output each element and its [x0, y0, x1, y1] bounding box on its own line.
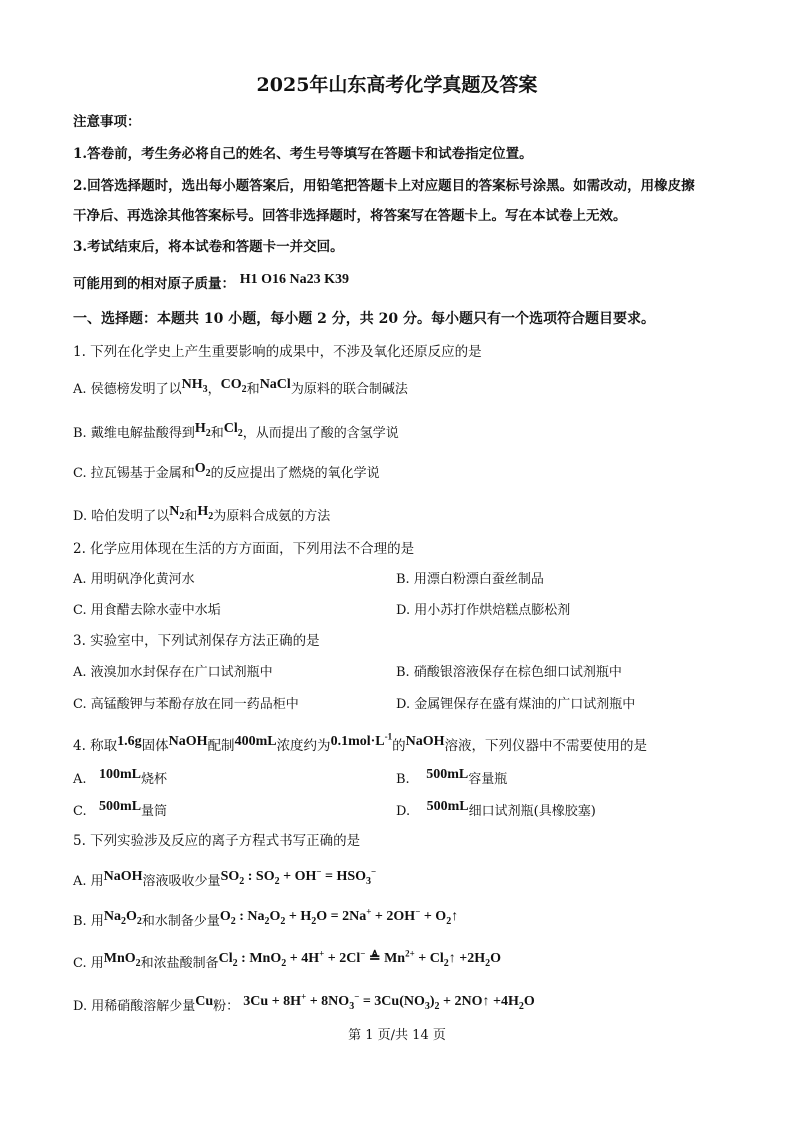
q3-option-c: C. 高锰酸钾与苯酚存放在同一药品柜中 [73, 697, 299, 712]
section-1-heading: 一、选择题：本题共 10 小题，每小题 2 分，共 20 分。每小题只有一个选项符合题目要求。 [73, 311, 655, 327]
page-title: 2025年山东高考化学真题及答案 [256, 74, 538, 96]
q1-option-c: C. 拉瓦锡基于金属和$O_2$的反应提出了燃烧的氧化学说 [73, 461, 380, 481]
q1-stem: 1. 下列在化学史上产生重要影响的成果中，不涉及氧化还原反应的是 [73, 344, 482, 360]
q5-option-d: D. 用稀硝酸溶解少量Cu粉： $3Cu + 8H^+ + 8NO_3^- = 3Cu(NO_3)_2$ + 2NO↑ $+4H_2O$ [73, 991, 535, 1014]
notice-3: 3.考试结束后，将本试卷和答题卡一并交回。 [73, 239, 344, 255]
notice-heading: 注意事项： [73, 114, 141, 130]
notice-2: 2.回答选择题时，选出每小题答案后，用铅笔把答题卡上对应题目的答案标号涂黑。如需改动，用橡皮擦 [73, 178, 695, 194]
q2-stem: 2. 化学应用体现在生活的方方面面，下列用法不合理的是 [73, 541, 415, 557]
q4-stem: 4. 称取1.6g固体NaOH配制400mL浓度约为$0.1mol\cdot L^{-1}$的NaOH溶液，下列仪器中不需要使用的是 [73, 731, 648, 754]
q4-option-c: C. 500mL量筒 [73, 799, 168, 819]
atomic-mass-label: 可能用到的相对原子质量： [73, 276, 235, 292]
atomic-mass-line [73, 272, 349, 293]
q1-option-a: A. 侯德榜发明了以$NH_3$，$CO_2$和NaCl为原料的联合制碱法 [73, 377, 408, 397]
q4-option-b: B. 500mL容量瓶 [396, 767, 508, 787]
q2-option-d: D. 用小苏打作烘焙糕点膨松剂 [396, 603, 571, 618]
notice-2-cont: 干净后、再选涂其他答案标号。回答非选择题时，将答案写在答题卡上。写在本试卷上无效。 [73, 208, 627, 224]
q1-option-d: D. 哈伯发明了以$N_2$和$H_2$为原料合成氨的方法 [73, 504, 331, 524]
q2-option-a: A. 用明矾净化黄河水 [73, 572, 195, 587]
q4-option-a: A. 100mL烧杯 [73, 767, 167, 787]
q3-stem: 3. 实验室中，下列试剂保存方法正确的是 [73, 633, 320, 649]
atomic-mass-values: H1 O16 Na23 K39 [239, 272, 349, 287]
q3-option-d: D. 金属锂保存在盛有煤油的广口试剂瓶中 [396, 697, 636, 712]
page-footer: 第 1 页/共 14 页 [348, 1028, 446, 1043]
q5-option-a: A. 用NaOH溶液吸收少量$SO_2$ : $SO_2 + OH^- = HSO_3^-$ [73, 866, 377, 889]
q5-option-b: B. 用$Na_2O_2$和水制备少量$O_2$ : $Na_2O_2 + H_2O = 2Na^+ + 2OH^-$ + $O_2↑$ [73, 906, 459, 929]
q5-stem: 5. 下列实验涉及反应的离子方程式书写正确的是 [73, 833, 361, 849]
q4-option-d: D. 500mL细口试剂瓶(具橡胶塞) [396, 799, 596, 819]
q2-option-c: C. 用食醋去除水壶中水垢 [73, 603, 221, 618]
q3-option-b: B. 硝酸银溶液保存在棕色细口试剂瓶中 [396, 665, 622, 680]
q3-option-a: A. 液溴加水封保存在广口试剂瓶中 [73, 665, 273, 680]
notice-1: 1.答卷前，考生务必将自己的姓名、考生号等填写在答题卡和试卷指定位置。 [73, 146, 533, 162]
q2-option-b: B. 用漂白粉漂白蚕丝制品 [396, 572, 544, 587]
q5-option-c: C. 用MnO$_2$和浓盐酸制备$Cl_2$ : MnO$_2$ + 4H+ + 2Cl− ≜ $Mn^{2+}$ + $Cl_2↑ +2H_2O$ [73, 948, 501, 971]
q1-option-b: B. 戴维电解盐酸得到$H_2$和$Cl_2$，从而提出了酸的含氢学说 [73, 421, 399, 441]
